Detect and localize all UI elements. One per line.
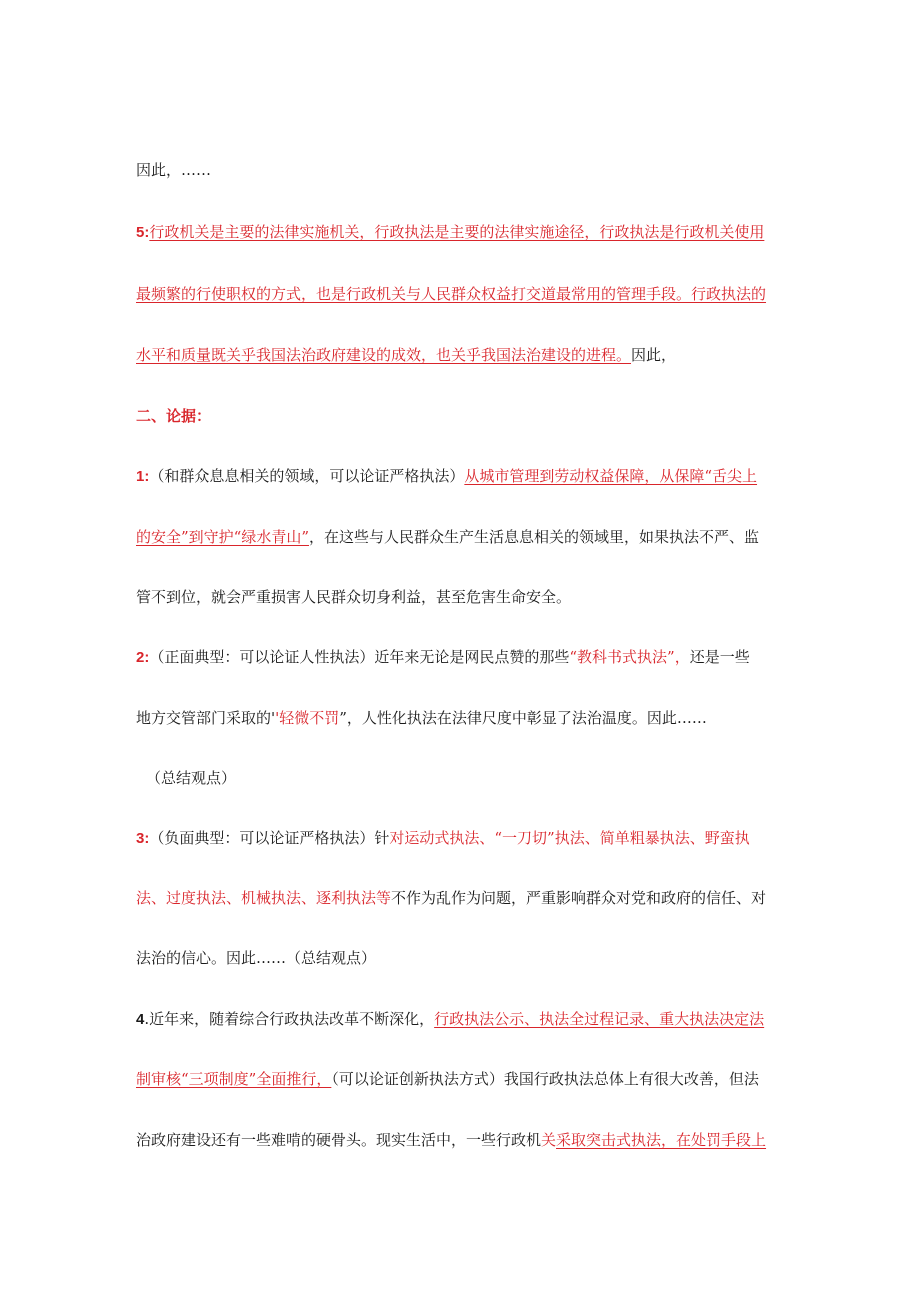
section-heading bbox=[136, 406, 796, 427]
paragraph-text: ，在这些与人民群众生产生活息息相关的领域里，如果执法不严、监 bbox=[309, 528, 760, 546]
text-line bbox=[136, 587, 796, 607]
text-line bbox=[136, 647, 796, 668]
text-line bbox=[136, 1069, 796, 1089]
text-line bbox=[136, 527, 796, 547]
highlighted-text: 行政机关是主要的法律实施机关，行政执法是主要的法律实施途径，行政执法是行政机关使用 bbox=[149, 223, 765, 241]
highlighted-text: 采取突击式执法，在处罚手段上 bbox=[556, 1131, 767, 1149]
paragraph-text: （正面典型：可以论证人性执法）近年来无论是网民点赞的那些 bbox=[149, 648, 570, 666]
text-line bbox=[136, 828, 796, 849]
highlighted-text: 的安全”到守护“绿水青山” bbox=[136, 528, 310, 546]
paragraph-text: 因此，…… bbox=[136, 161, 212, 179]
highlighted-text: 水平和质量既关乎我国法治政府建设的成效，也关乎我国法治建设的进程。 bbox=[136, 346, 632, 364]
text-line bbox=[146, 768, 806, 788]
item-number: 2: bbox=[136, 649, 150, 666]
section-heading-text: 二、论据： bbox=[136, 408, 212, 425]
text-line bbox=[136, 888, 796, 908]
text-line bbox=[136, 160, 796, 180]
paragraph-text: 管不到位，就会严重损害人民群众切身利益，甚至危害生命安全。 bbox=[136, 588, 572, 606]
highlighted-text: 最频繁的行使职权的方式，也是行政机关与人民群众权益打交道最常用的管理手段。行政执法的 bbox=[136, 285, 767, 303]
highlighted-text: 制审核“三项制度”全面推行， bbox=[136, 1070, 332, 1088]
paragraph-text: .近年来，随着综合行政执法改革不断深化， bbox=[144, 1010, 435, 1028]
paragraph-text: （和群众息息相关的领域，可以论证严格执法） bbox=[149, 467, 465, 485]
paragraph-text: 地方交管部门采取的' bbox=[136, 709, 276, 727]
item-number: 4 bbox=[136, 1011, 145, 1028]
paragraph-text: 法治的信心。因此……（总结观点） bbox=[136, 949, 377, 967]
text-line bbox=[136, 708, 796, 728]
paragraph-text: （总结观点） bbox=[146, 769, 237, 787]
highlighted-text: 对运动式执法、“一刀切”执法、简单粗暴执法、野蛮执 bbox=[389, 829, 750, 847]
highlighted-text: “教科书式执法”， bbox=[569, 648, 690, 666]
paragraph-text: ”，人性化执法在法律尺度中彰显了法治温度。因此…… bbox=[339, 709, 707, 727]
text-line bbox=[136, 466, 796, 487]
text-line bbox=[136, 284, 796, 304]
text-line bbox=[136, 1009, 796, 1030]
paragraph-text: 还是一些 bbox=[689, 648, 750, 666]
text-line bbox=[136, 222, 796, 243]
highlighted-text: 关 bbox=[541, 1131, 557, 1149]
text-line bbox=[136, 948, 796, 968]
highlighted-text: '轻微不罚 bbox=[275, 709, 340, 727]
text-line bbox=[136, 345, 796, 365]
paragraph-text: （可以论证创新执法方式）我国行政执法总体上有很大改善，但法 bbox=[331, 1070, 759, 1088]
item-number: 1: bbox=[136, 468, 150, 485]
highlighted-text: 法、过度执法、机械执法、逐利执法等 bbox=[136, 889, 392, 907]
item-number: 5: bbox=[136, 224, 150, 241]
paragraph-text: 因此， bbox=[631, 346, 677, 364]
paragraph-text: （负面典型：可以论证严格执法）针 bbox=[149, 829, 390, 847]
paragraph-text: 治政府建设还有一些难啃的硬骨头。现实生活中，一些行政机 bbox=[136, 1131, 542, 1149]
text-line bbox=[136, 1130, 796, 1150]
paragraph-text: 不作为乱作为问题，严重影响群众对党和政府的信任、对 bbox=[391, 889, 767, 907]
item-number: 3: bbox=[136, 830, 150, 847]
highlighted-text: 行政执法公示、执法全过程记录、重大执法决定法 bbox=[434, 1010, 765, 1028]
highlighted-text: 从城市管理到劳动权益保障，从保障“舌尖上 bbox=[464, 467, 758, 485]
